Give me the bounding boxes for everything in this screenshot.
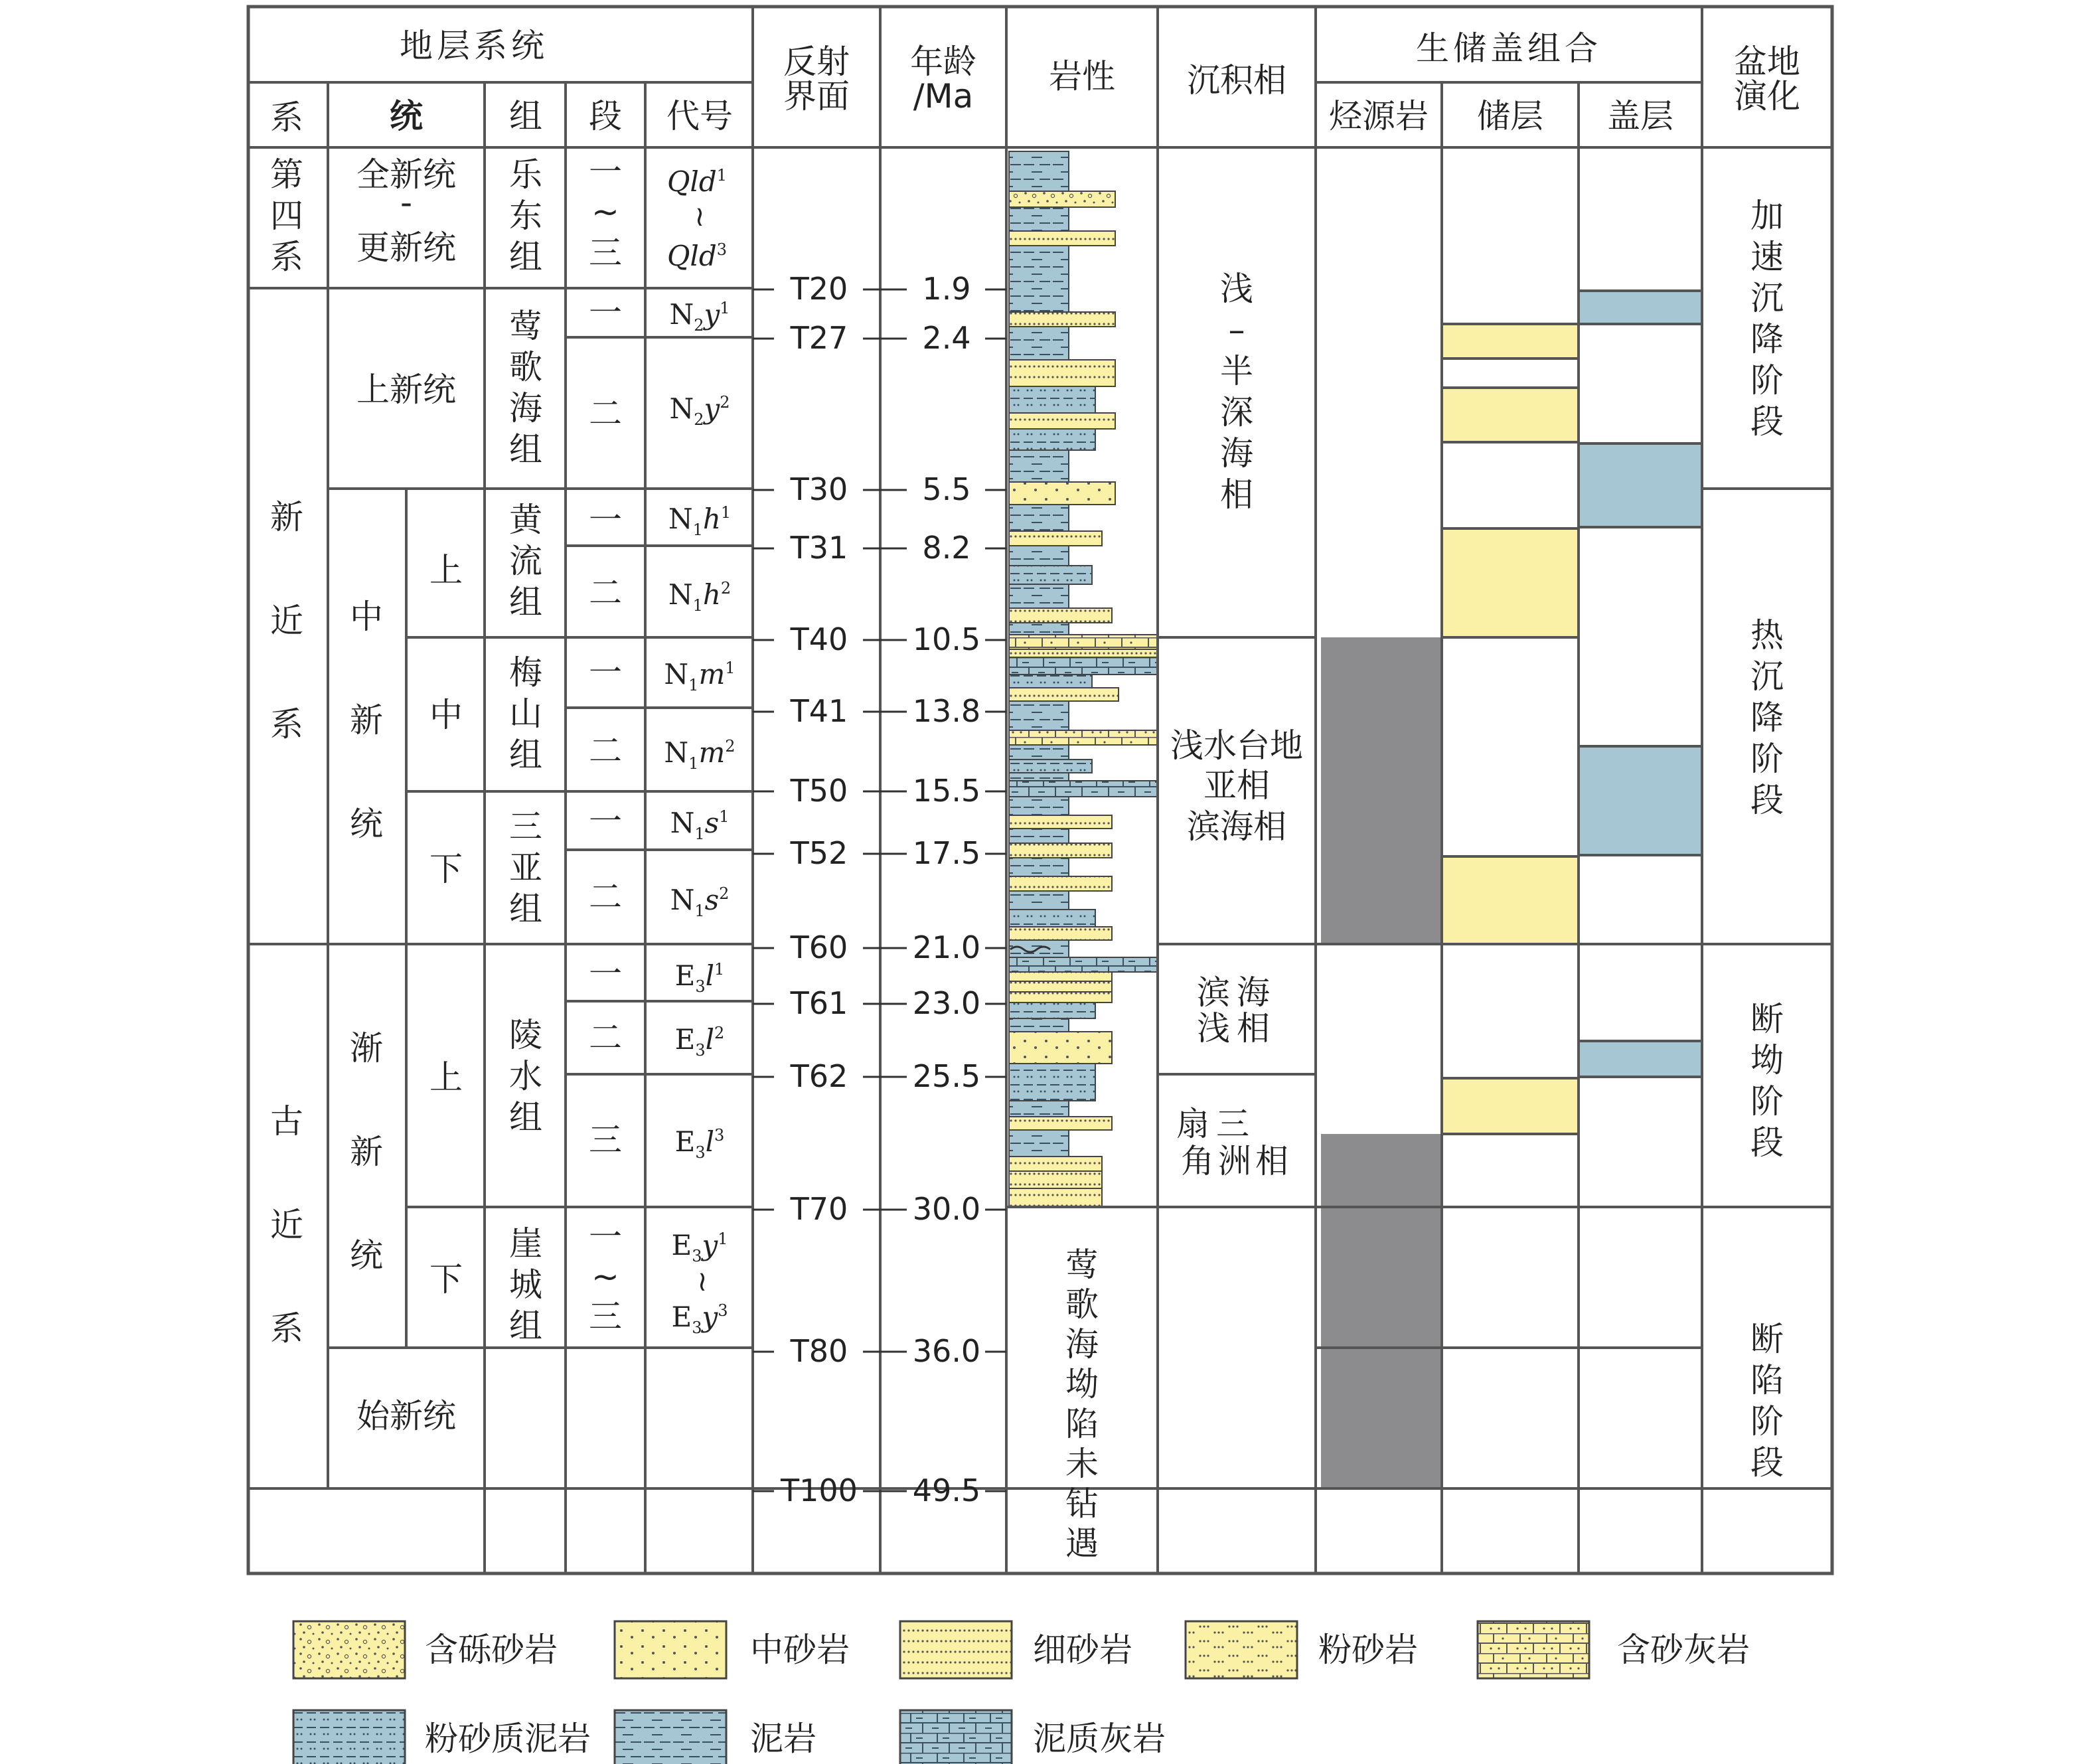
reservoir-block-1 bbox=[1442, 325, 1579, 359]
member-ledong-three: 三 bbox=[589, 234, 622, 272]
header-series: 统 bbox=[390, 97, 423, 135]
series-upper-oligocene: 上 bbox=[429, 1058, 463, 1097]
header-system: 系 bbox=[270, 98, 303, 137]
legend-label-muddylime: 泥质灰岩 bbox=[1033, 1720, 1166, 1758]
legend-swatch-medium bbox=[615, 1621, 726, 1678]
header-source: 烃源岩 bbox=[1329, 97, 1429, 135]
reflector-label-T61: T61 bbox=[790, 985, 848, 1021]
member-m2: 二 bbox=[589, 732, 622, 770]
age-label-T40: 10.5 bbox=[912, 621, 981, 657]
facies-shallow-semi-deep: 浅–半深海相 bbox=[1220, 270, 1253, 514]
code-e3y3: $E_3y^3$ bbox=[671, 1301, 728, 1337]
reflector-label-T27: T27 bbox=[790, 320, 848, 356]
legend-swatch-silt bbox=[1186, 1621, 1297, 1678]
code-qld3: Qld$^3$ bbox=[666, 240, 728, 272]
member-h2: 二 bbox=[589, 574, 622, 612]
reservoir-block-5 bbox=[1442, 1078, 1579, 1134]
series-eocene: 始新统 bbox=[356, 1397, 456, 1435]
legend-swatch-mud bbox=[615, 1710, 726, 1764]
age-label-T70: 30.0 bbox=[912, 1191, 981, 1227]
reflector-label-T40: T40 bbox=[790, 621, 848, 657]
series-oligocene: 渐新统 bbox=[350, 1029, 383, 1275]
legend-swatch-muddylime bbox=[900, 1710, 1012, 1764]
reflector-label-T80: T80 bbox=[790, 1333, 848, 1369]
age-label-T60: 21.0 bbox=[912, 929, 981, 965]
code-qld-range: ≀ bbox=[694, 200, 705, 232]
facies-fan-1: 扇三 bbox=[1176, 1105, 1256, 1143]
legend-swatch-fine bbox=[900, 1621, 1012, 1678]
formation-sanya: 三亚组 bbox=[509, 807, 542, 928]
member-l2: 二 bbox=[589, 1018, 622, 1057]
reflector-label-T20: T20 bbox=[790, 271, 848, 307]
code-n2y1: $N_2y^1$ bbox=[669, 298, 730, 335]
header-basin-1: 盆地 bbox=[1734, 42, 1800, 81]
member-y1: 一 bbox=[589, 293, 622, 332]
series-lower-miocene: 下 bbox=[429, 850, 463, 888]
age-label-T20: 1.9 bbox=[922, 271, 971, 307]
reflector-label-T70: T70 bbox=[790, 1191, 848, 1227]
legend-label-medium: 中砂岩 bbox=[750, 1631, 850, 1669]
code-e3y-range: ≀ bbox=[697, 1265, 708, 1297]
basin-stage-thermal: 热沉降阶段 bbox=[1750, 616, 1784, 819]
member-ledong-tilde: ~ bbox=[591, 193, 619, 231]
series-pleistocene: 更新统 bbox=[356, 228, 456, 267]
code-n1h1: $N_1h^1$ bbox=[668, 503, 732, 539]
header-lithology: 岩性 bbox=[1049, 57, 1115, 96]
basin-stage-accelerated: 加速沉降阶段 bbox=[1750, 197, 1784, 441]
member-l3: 三 bbox=[589, 1121, 622, 1159]
age-label-T30: 5.5 bbox=[922, 471, 971, 507]
age-label-T31: 8.2 bbox=[922, 530, 971, 566]
reflector-label-T50: T50 bbox=[790, 773, 848, 809]
member-l1: 一 bbox=[589, 955, 622, 993]
code-qld1: Qld$^1$ bbox=[666, 165, 728, 198]
system-quaternary: 第四系 bbox=[270, 155, 303, 276]
header-age-2: /Ma bbox=[913, 77, 974, 116]
member-s2: 二 bbox=[589, 878, 622, 916]
formation-ledong: 乐东组 bbox=[509, 155, 542, 276]
system-neogene: 新近系 bbox=[270, 498, 303, 744]
member-h1: 一 bbox=[589, 501, 622, 539]
age-label-T50: 15.5 bbox=[912, 773, 981, 809]
age-label-T41: 13.8 bbox=[912, 693, 981, 729]
reflector-label-T60: T60 bbox=[790, 929, 848, 965]
age-label-T27: 2.4 bbox=[922, 320, 971, 356]
header-member: 段 bbox=[589, 97, 622, 135]
reservoir-block-4 bbox=[1442, 856, 1579, 945]
code-n2y2: $N_2y^2$ bbox=[669, 392, 730, 429]
code-n1s1: $N_1s^1$ bbox=[670, 807, 730, 843]
facies-platform-3: 滨海相 bbox=[1187, 807, 1286, 846]
member-yacheng-three: 三 bbox=[589, 1297, 622, 1336]
facies-platform-2: 亚相 bbox=[1203, 766, 1270, 805]
lithology-column bbox=[1009, 151, 1158, 1207]
facies-littoral-1: 滨海 bbox=[1197, 973, 1277, 1012]
header-reflector-1: 反射 bbox=[783, 42, 850, 81]
header-code: 代号 bbox=[666, 97, 733, 135]
header-facies: 沉积相 bbox=[1187, 61, 1286, 100]
seal-block-4 bbox=[1579, 1041, 1702, 1077]
header-basin-2: 演化 bbox=[1734, 77, 1800, 116]
seal-block-1 bbox=[1579, 291, 1702, 324]
reflector-label-T30: T30 bbox=[790, 471, 848, 507]
basin-stage-rift: 断陷阶段 bbox=[1750, 1320, 1784, 1482]
series-upper-miocene: 上 bbox=[429, 551, 463, 590]
member-y2: 二 bbox=[589, 394, 622, 433]
series-holocene: 全新统 bbox=[356, 155, 456, 194]
code-n1m2: $N_1m^2$ bbox=[664, 736, 736, 773]
code-e3l1: $E_3l^1$ bbox=[674, 959, 725, 996]
header-assemblage: 生储盖组合 bbox=[1416, 29, 1602, 68]
reflector-label-T52: T52 bbox=[790, 835, 848, 871]
legend-label-mud: 泥岩 bbox=[750, 1720, 816, 1758]
source-rock-block-upper bbox=[1321, 637, 1442, 943]
member-yacheng-one: 一 bbox=[589, 1218, 622, 1256]
member-s1: 一 bbox=[589, 802, 622, 841]
code-n1h2: $N_1h^2$ bbox=[668, 578, 732, 615]
legend-swatch-pebbly bbox=[293, 1621, 405, 1678]
reflector-label-T31: T31 bbox=[790, 530, 848, 566]
code-labels bbox=[664, 165, 735, 1337]
formation-yacheng: 崖城组 bbox=[509, 1224, 542, 1345]
formation-lingshui: 陵水组 bbox=[509, 1016, 542, 1137]
age-label-T80: 36.0 bbox=[912, 1333, 981, 1369]
series-miocene: 中新统 bbox=[350, 598, 383, 843]
seal-block-3 bbox=[1579, 746, 1702, 855]
code-e3l3: $E_3l^3$ bbox=[674, 1125, 725, 1162]
legend-label-silt: 粉砂岩 bbox=[1318, 1631, 1418, 1669]
member-labels bbox=[589, 153, 622, 1336]
series-middle-miocene: 中 bbox=[429, 696, 463, 734]
legend bbox=[293, 1621, 1750, 1764]
age-label-T52: 17.5 bbox=[912, 835, 981, 871]
formation-huangliu: 黄流组 bbox=[509, 501, 542, 621]
formation-yinggehai: 莺歌海组 bbox=[509, 307, 542, 469]
header-reservoir: 储层 bbox=[1477, 97, 1543, 135]
legend-swatch-sandylime bbox=[1478, 1621, 1589, 1678]
facies-fan-2: 角洲相 bbox=[1181, 1142, 1292, 1180]
reflector-label-T41: T41 bbox=[790, 693, 848, 729]
member-ledong-one: 一 bbox=[589, 153, 622, 191]
code-e3y1: $E_3y^1$ bbox=[671, 1229, 728, 1265]
facies-labels bbox=[1170, 726, 1303, 1180]
age-label-T100: 49.5 bbox=[912, 1473, 981, 1508]
legend-label-fine: 细砂岩 bbox=[1033, 1631, 1132, 1669]
header-age-1: 年龄 bbox=[910, 42, 976, 81]
age-label-T62: 25.5 bbox=[912, 1058, 981, 1094]
series-lower-oligocene: 下 bbox=[429, 1260, 463, 1299]
header-formation: 组 bbox=[509, 97, 542, 135]
legend-label-pebbly: 含砾砂岩 bbox=[425, 1631, 558, 1669]
legend-swatch-siltymud bbox=[293, 1710, 405, 1764]
basin-stage-fault-depression: 断坳阶段 bbox=[1750, 1000, 1784, 1162]
reservoir-block-2 bbox=[1442, 388, 1579, 442]
lithology-undrilled-note: 莺歌海坳陷未钻遇 bbox=[1065, 1245, 1099, 1563]
code-n1s2: $N_1s^2$ bbox=[670, 884, 730, 920]
series-holocene-sep: - bbox=[400, 183, 413, 222]
seal-block-2 bbox=[1579, 443, 1702, 527]
header-stratigraphy: 地层系统 bbox=[400, 27, 548, 65]
legend-label-sandylime: 含砂灰岩 bbox=[1617, 1631, 1750, 1669]
legend-label-siltymud: 粉砂质泥岩 bbox=[425, 1720, 591, 1758]
reservoir-block-3 bbox=[1442, 528, 1579, 637]
reflector-label-T100: T100 bbox=[781, 1473, 858, 1508]
header-seal: 盖层 bbox=[1607, 97, 1673, 135]
member-yacheng-tilde: ~ bbox=[591, 1257, 619, 1296]
age-label-T61: 23.0 bbox=[912, 985, 981, 1021]
assemblage-fills bbox=[1321, 291, 1702, 1490]
formation-meishan: 梅山组 bbox=[509, 653, 542, 774]
system-paleogene: 古近系 bbox=[270, 1102, 303, 1348]
code-n1m1: $N_1m^1$ bbox=[664, 658, 736, 694]
facies-platform-1: 浅水台地 bbox=[1170, 726, 1303, 765]
source-rock-block-lower bbox=[1321, 1134, 1442, 1490]
series-pliocene: 上新统 bbox=[356, 370, 456, 409]
reflector-label-T62: T62 bbox=[790, 1058, 848, 1094]
code-e3l2: $E_3l^2$ bbox=[674, 1023, 725, 1060]
header-reflector-2: 界面 bbox=[783, 77, 850, 116]
member-m1: 一 bbox=[589, 653, 622, 692]
facies-littoral-2: 浅相 bbox=[1197, 1009, 1277, 1048]
